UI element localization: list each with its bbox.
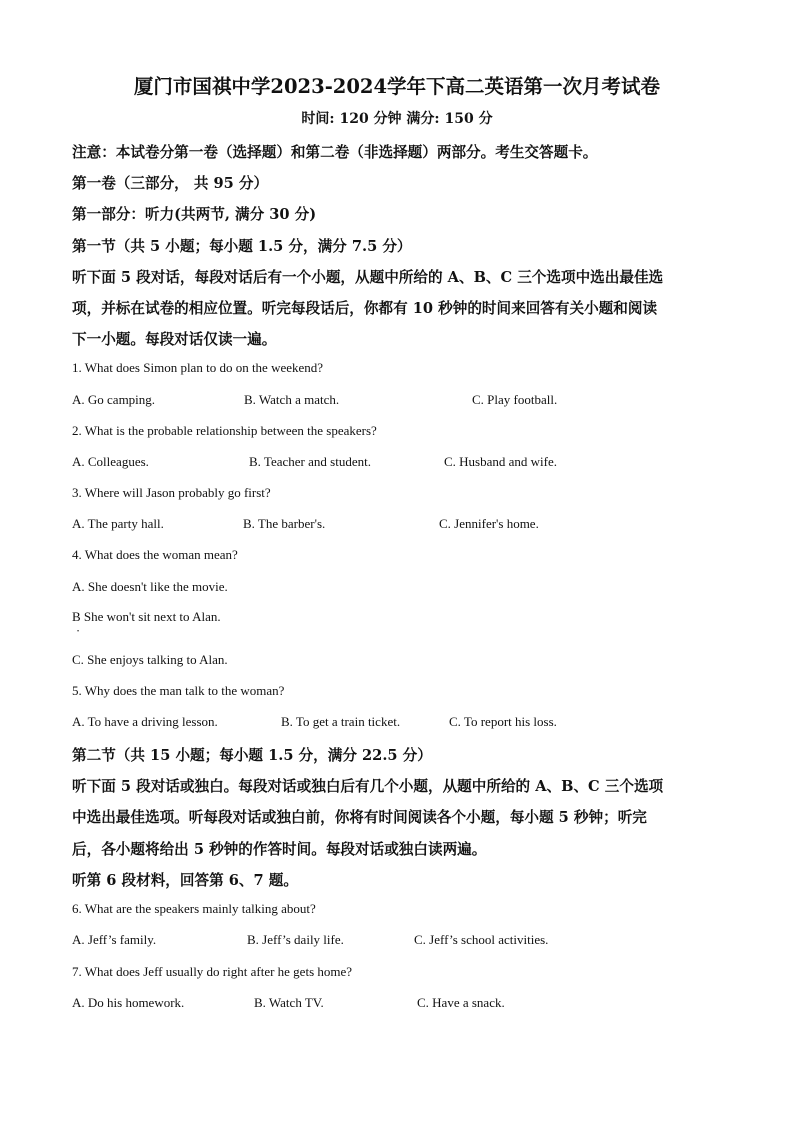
option-b: B She won't sit next to Alan. xyxy=(72,609,221,624)
section1-instruction-line: 听下面 5 段对话，每段对话后有一个小题，从题中所给的 A、B、C 三个选项中选出最佳选 xyxy=(72,269,664,286)
option-a: A. She doesn't like the movie. xyxy=(72,579,228,594)
question-stem: 1. What does Simon plan to do on the weekend? xyxy=(72,360,324,375)
notice-text: 注意：本试卷分第一卷（选择题）和第二卷（非选择题）两部分。考生交答题卡。 xyxy=(72,144,598,161)
option-c: C. Jennifer's home. xyxy=(439,516,539,531)
option-b: B. Watch a match. xyxy=(244,392,340,407)
option-c: C. Husband and wife. xyxy=(444,454,558,469)
section1-instruction-line: 项，并标在试卷的相应位置。听完每段话后，你都有 10 秒钟的时间来回答有关小题和阅读 xyxy=(72,300,658,317)
option-a: A. Jeff’s family. xyxy=(72,932,157,947)
option-a: A. Colleagues. xyxy=(72,454,149,469)
option-a: A. Go camping. xyxy=(72,392,156,407)
option-c: C. Have a snack. xyxy=(417,995,505,1010)
option-c: C. Play football. xyxy=(472,392,558,407)
section1-instruction-line: 下一小题。每段对话仅读一遍。 xyxy=(72,331,277,348)
section2-instruction-line: 听下面 5 段对话或独白。每段对话或独白后有几个小题，从题中所给的 A、B、C 三个选项 xyxy=(72,778,664,795)
question-stem: 3. Where will Jason probably go first? xyxy=(72,485,271,500)
question-stem: 4. What does the woman mean? xyxy=(72,547,238,562)
option-c: C. She enjoys talking to Alan. xyxy=(72,652,228,667)
option-b: B. Teacher and student. xyxy=(249,454,371,469)
question-stem: 7. What does Jeff usually do right after he gets home? xyxy=(72,964,353,979)
option-c: C. Jeff’s school activities. xyxy=(414,932,549,947)
question-stem: 2. What is the probable relationship between the speakers? xyxy=(72,423,377,438)
section2-instruction-line: 中选出最佳选项。听每段对话或独白前，你将有时间阅读各个小题，每小题 5 秒钟；听完 xyxy=(72,809,647,826)
option-b: B. The barber's. xyxy=(243,516,326,531)
time-score-line: 时间: 120 分钟 满分: 150 分 xyxy=(301,111,493,127)
option-c: C. To report his loss. xyxy=(449,714,557,729)
option-b: B. Watch TV. xyxy=(254,995,324,1010)
option-a: A. To have a driving lesson. xyxy=(72,714,218,729)
material-note: 听第 6 段材料，回答第 6、7 题。 xyxy=(72,872,298,889)
part-heading: 第一部分：听力(共两节, 满分 30 分) xyxy=(72,206,317,223)
option-a: A. Do his homework. xyxy=(72,995,185,1010)
question-stem: 6. What are the speakers mainly talking about? xyxy=(72,901,316,916)
section2-instruction-line: 后，各小题将给出 5 秒钟的作答时间。每段对话或独白读两遍。 xyxy=(72,841,487,858)
option-b: B. Jeff’s daily life. xyxy=(247,932,344,947)
section2-heading: 第二节（共 15 小题；每小题 1.5 分，满分 22.5 分） xyxy=(72,747,432,764)
option-b: B. To get a train ticket. xyxy=(281,714,401,729)
option-a: A. The party hall. xyxy=(72,516,164,531)
page-title: 厦门市国祺中学2023-2024学年下高二英语第一次月考试卷 xyxy=(133,75,661,98)
section1-heading: 第一节（共 5 小题；每小题 1.5 分，满分 7.5 分） xyxy=(72,238,412,255)
question-stem: 5. Why does the man talk to the woman? xyxy=(72,683,285,698)
stray-dot: • xyxy=(77,629,80,635)
volume-heading: 第一卷（三部分， 共 95 分） xyxy=(72,175,269,192)
